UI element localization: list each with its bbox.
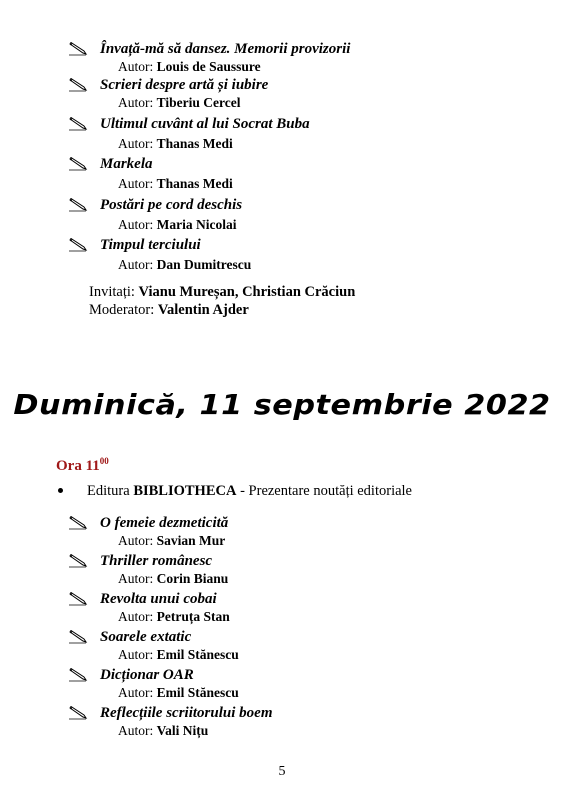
book-author: Autor: Dan Dumitrescu — [118, 257, 252, 272]
pencil-icon — [68, 117, 88, 131]
book-author: Autor: Thanas Medi — [118, 136, 233, 151]
book-title: Timpul terciului — [100, 237, 201, 253]
pencil-icon — [68, 238, 88, 252]
pencil-icon — [68, 42, 88, 56]
guests-line: Invitați: Vianu Mureșan, Christian Crăciun — [89, 284, 356, 300]
pencil-icon — [68, 592, 88, 606]
book-author: Autor: Emil Stănescu — [118, 685, 239, 700]
pencil-icon — [68, 516, 88, 530]
pencil-icon — [68, 668, 88, 682]
book-title: O femeie dezmeticită — [100, 515, 229, 531]
pencil-icon — [68, 78, 88, 92]
book-title: Markela — [100, 156, 153, 172]
book-author: Autor: Thanas Medi — [118, 176, 233, 191]
time-label: Ora $11^{00}$ — [56, 456, 109, 474]
page-number: 5 — [278, 764, 286, 779]
book-title: Revolta unui cobai — [100, 591, 217, 607]
book-title: Ultimul cuvânt al lui Socrat Buba — [100, 116, 310, 132]
book-author: Autor: Vali Nițu — [118, 723, 209, 738]
book-title: Scrieri despre artă și iubire — [100, 77, 269, 93]
bullet-icon — [58, 488, 63, 493]
pencil-icon — [68, 157, 88, 171]
pencil-icon — [68, 198, 88, 212]
book-author: Autor: Emil Stănescu — [118, 647, 239, 662]
book-title: Reflecțiile scriitorului boem — [100, 705, 273, 721]
event-line: Editura BIBLIOTHECA - Prezentare noutăți editoriale — [58, 482, 412, 500]
pencil-icon — [68, 630, 88, 644]
pencil-icon — [68, 554, 88, 568]
moderator-line: Moderator: Valentin Ajder — [89, 302, 249, 318]
day-heading: Duminică, 11 septembrie 2022 — [13, 388, 551, 421]
book-title: Soarele extatic — [100, 629, 192, 645]
book-author: Autor: Louis de Saussure — [118, 59, 261, 74]
book-title: Postări pe cord deschis — [100, 197, 243, 213]
book-author: Autor: Maria Nicolai — [118, 217, 237, 232]
book-title: Thriller românesc — [100, 553, 213, 569]
book-author: Autor: Corin Bianu — [118, 571, 229, 586]
book-title: Învață-mă să dansez. Memorii provizorii — [100, 41, 351, 57]
book-author: Autor: Tiberiu Cercel — [118, 95, 241, 110]
book-title: Dicționar OAR — [100, 667, 194, 683]
pencil-icon — [68, 706, 88, 720]
book-author: Autor: Savian Mur — [118, 533, 226, 548]
book-author: Autor: Petruța Stan — [118, 609, 230, 624]
